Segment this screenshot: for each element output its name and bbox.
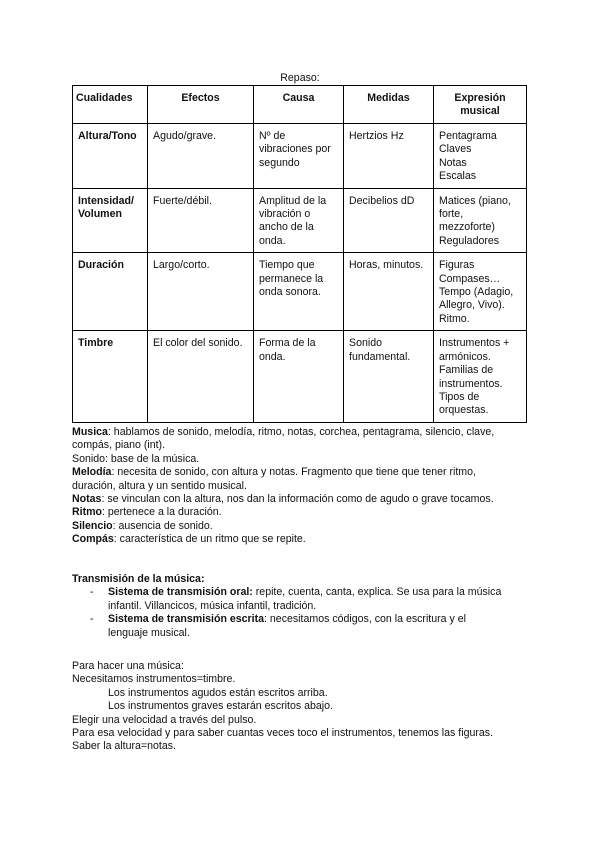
cell-line: Compases… xyxy=(439,272,501,285)
closing-line: Los instrumentos agudos están escritos arriba. xyxy=(108,686,328,699)
table-row xyxy=(73,188,527,253)
definition-line xyxy=(72,520,532,533)
cell-line: armónicos. xyxy=(439,350,491,363)
transmission-text: : necesitamos códigos, con la escritura y el xyxy=(264,613,466,626)
definition-text: Sonido: base de la música. xyxy=(72,452,200,465)
definition-continuation: compás, piano (int). xyxy=(72,439,166,452)
cell-line: mezzoforte) xyxy=(439,221,495,234)
cell-line: onda. xyxy=(259,234,286,247)
definitions-block xyxy=(72,426,532,547)
definition-line xyxy=(72,493,532,506)
cell-line: Familias de xyxy=(439,364,494,377)
cell-expresion xyxy=(434,124,527,189)
closing-line: Elegir una velocidad a través del pulso. xyxy=(72,713,257,726)
definition-text: : ausencia de sonido. xyxy=(112,519,213,532)
cell-line: Figuras xyxy=(439,259,475,272)
definition-text: : hablamos de sonido, melodía, ritmo, notas, corchea, pentagrama, silencio, clave, xyxy=(107,426,495,438)
cell-line: Nº de xyxy=(259,130,286,142)
definition-line xyxy=(72,426,532,439)
definition-line xyxy=(72,533,532,546)
table-row xyxy=(73,331,527,422)
cell-line: Tipos de xyxy=(439,390,480,403)
cell-line: Amplitud de la xyxy=(259,194,327,207)
cell-line: fundamental. xyxy=(349,350,411,363)
cell-line: Volumen xyxy=(78,208,122,221)
transmission-list xyxy=(72,586,532,640)
header-expresion-musical: Expresión musical xyxy=(434,86,527,124)
cell-line: Tempo (Adagio, xyxy=(439,286,514,299)
cell-line: Horas, minutos. xyxy=(349,259,424,272)
closing-line: Para esa velocidad y para saber cuantas veces toco el instrumentos, tenemos las figuras. xyxy=(72,727,494,740)
cell-expresion xyxy=(434,253,527,331)
transmission-continuation: infantil. Villancicos, música infantil, tradición. xyxy=(108,599,317,612)
cell-medidas xyxy=(344,331,434,422)
transmission-continuation: lenguaje musical. xyxy=(108,626,190,639)
cell-line: Decibelios dD xyxy=(349,194,415,207)
cell-cualidad xyxy=(73,188,148,253)
cell-cualidad xyxy=(73,253,148,331)
cell-line: Intensidad/ xyxy=(78,194,134,207)
definition-text: : pertenece a la duración. xyxy=(102,506,222,519)
transmission-heading: Transmisión de la música: xyxy=(72,573,205,585)
cell-line: Reguladores xyxy=(439,234,500,247)
definition-term: Silencio xyxy=(72,519,113,532)
cell-line: vibración o xyxy=(259,208,311,221)
definition-term: Compás xyxy=(72,533,114,546)
definition-line xyxy=(72,466,532,479)
cell-line: Ritmo. xyxy=(439,312,470,325)
cell-line: Escalas xyxy=(439,170,477,183)
cell-cualidad xyxy=(73,124,148,189)
definition-text: : se vinculan con la altura, nos dan la información como de agudo o grave tocamos. xyxy=(101,493,494,506)
cell-line: Forma de la xyxy=(259,337,316,350)
cell-line: El color del sonido. xyxy=(153,337,243,350)
cell-line: onda. xyxy=(259,350,286,363)
bullet-dash: - xyxy=(90,586,94,599)
cell-line: Allegro, Vivo). xyxy=(439,299,505,312)
closing-line: Los instrumentos graves estarán escritos abajo. xyxy=(108,700,333,713)
definition-text: : necesita de sonido, con altura y notas. Fragmento que tiene que tener ritmo, xyxy=(111,466,476,479)
table-header-row xyxy=(73,86,527,124)
header-causa: Causa xyxy=(254,86,344,124)
cell-expresion xyxy=(434,331,527,422)
cell-line: vibraciones por xyxy=(259,143,331,156)
cell-line: Duración xyxy=(78,259,124,272)
cell-efectos xyxy=(148,331,254,422)
closing-notes xyxy=(72,660,542,754)
transmission-section xyxy=(72,573,532,640)
cell-medidas xyxy=(344,253,434,331)
cell-line: ancho de la xyxy=(259,221,314,234)
cell-line: Altura/Tono xyxy=(78,130,137,142)
cell-line: instrumentos. xyxy=(439,377,503,390)
cell-medidas xyxy=(344,188,434,253)
header-efectos: Efectos xyxy=(148,86,254,124)
cell-line: Matices (piano, xyxy=(439,194,511,207)
closing-line: Para hacer una música: xyxy=(72,660,184,672)
closing-line: Saber la altura=notas. xyxy=(72,740,176,753)
closing-line: Necesitamos instrumentos=timbre. xyxy=(72,673,236,686)
page-title: Repaso: xyxy=(280,72,320,84)
transmission-line xyxy=(108,613,532,626)
transmission-item xyxy=(72,586,532,613)
cell-efectos xyxy=(148,188,254,253)
cell-line: Tiempo que xyxy=(259,259,315,272)
cell-line: onda sonora. xyxy=(259,286,321,299)
definition-term: Musica xyxy=(72,426,108,438)
cell-line: Hertzios Hz xyxy=(349,130,404,142)
cell-line: Claves xyxy=(439,143,472,156)
cell-causa xyxy=(254,124,344,189)
cell-causa xyxy=(254,188,344,253)
cell-medidas xyxy=(344,124,434,189)
definition-line xyxy=(72,453,532,466)
table-row xyxy=(73,124,527,189)
transmission-text: repite, cuenta, canta, explica. Se usa para la música xyxy=(252,586,502,599)
transmission-item xyxy=(72,613,532,640)
cell-efectos xyxy=(148,124,254,189)
cell-line: Fuerte/débil. xyxy=(153,194,212,207)
cell-line: Timbre xyxy=(78,337,114,350)
cell-line: Pentagrama xyxy=(439,130,497,142)
header-cualidades: Cualidades xyxy=(73,86,148,124)
summary-table xyxy=(72,85,527,423)
definition-term: Ritmo xyxy=(72,506,103,519)
bullet-dash: - xyxy=(90,613,94,626)
cell-line: Sonido xyxy=(349,337,382,350)
table-row xyxy=(73,253,527,331)
definition-term: Melodía xyxy=(72,466,112,479)
cell-line: orquestas. xyxy=(439,404,489,417)
header-medidas: Medidas xyxy=(344,86,434,124)
cell-line: Instrumentos + xyxy=(439,337,510,350)
cell-causa xyxy=(254,253,344,331)
cell-line: segundo xyxy=(259,156,300,169)
definition-line xyxy=(72,506,532,519)
cell-cualidad xyxy=(73,331,148,422)
transmission-term: Sistema de transmisión escrita xyxy=(108,613,265,626)
cell-line: Agudo/grave. xyxy=(153,130,217,142)
transmission-term: Sistema de transmisión oral: xyxy=(108,586,253,599)
cell-line: Largo/corto. xyxy=(153,259,210,272)
transmission-line xyxy=(108,586,532,599)
definition-text: : característica de un ritmo que se repite. xyxy=(113,533,306,546)
definition-continuation: duración, altura y un sentido musical. xyxy=(72,479,247,492)
cell-line: permanece la xyxy=(259,272,324,285)
definition-term: Notas xyxy=(72,493,102,506)
cell-expresion xyxy=(434,188,527,253)
cell-line: Notas xyxy=(439,156,467,169)
cell-causa xyxy=(254,331,344,422)
cell-efectos xyxy=(148,253,254,331)
cell-line: forte, xyxy=(439,208,464,221)
